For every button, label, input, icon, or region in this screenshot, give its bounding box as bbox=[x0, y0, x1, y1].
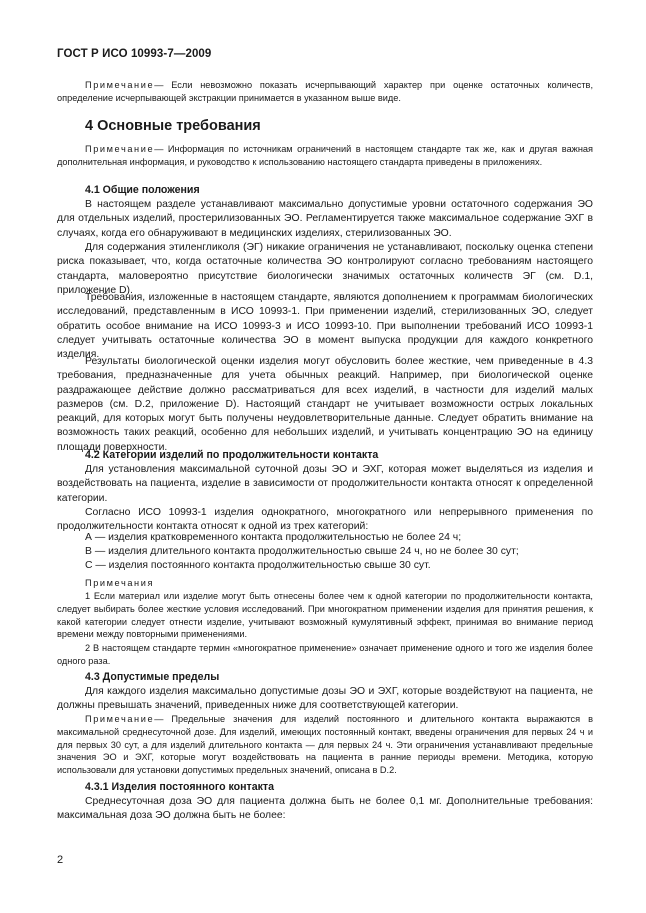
notes-heading: Примечания bbox=[85, 578, 155, 588]
list-item: С — изделия постоянного контакта продолжительностью свыше 30 сут. bbox=[85, 560, 431, 571]
paragraph: Согласно ИСО 10993-1 изделия однократного, многократного или непрерывного применения по продолжительности контакта относят к одной из трех категорий: bbox=[57, 507, 593, 533]
note-item: 2 В настоящем стандарте термин «многократное применение» означает применение одного и того же изделия более одного раза. bbox=[57, 643, 593, 666]
list-item: А — изделия кратковременного контакта продолжительностью не более 24 ч; bbox=[85, 532, 462, 543]
paragraph: Для установления максимальной суточной дозы ЭО и ЭХГ, которая может выделяться из изделия и воздействовать на пациента, изделие в зависимости от продолжительности контакта относят к определенной категории. bbox=[57, 464, 593, 504]
subsection-title: 4.3.1 Изделия постоянного контакта bbox=[85, 781, 275, 793]
paragraph: Среднесуточная доза ЭО для пациента должна быть не более 0,1 мг. Дополнительные требования: максимальная доза ЭО должна быть не более: bbox=[57, 796, 593, 822]
paragraph: Для содержания этиленгликоля (ЭГ) никакие ограничения не устанавливают, поскольку оценка степени риска показывает, что, когда остаточные количества ЭО контролируют согласно требованиям настоящего стандарта, маловероятно присутствие биологически значимых остаточных количеств ЭГ (см. D.1, приложение D). bbox=[57, 242, 593, 296]
page-number: 2 bbox=[57, 854, 64, 866]
note-label: Примечание bbox=[85, 80, 155, 90]
subsection-title: 4.3 Допустимые пределы bbox=[85, 671, 220, 683]
document-header: ГОСТ Р ИСО 10993-7—2009 bbox=[57, 48, 212, 60]
paragraph: Требования, изложенные в настоящем стандарте, являются дополнением к программам биологических исследований, представленным в ИСО 10993-1. При применении изделий, стерилизованных ЭО, следует обратить особое внимание на ИСО 10993-3 и ИСО 10993-10. При выполнении требований ИСО 10993-1 следует учитывать остаточные количества ЭО в момент выпуска продукции для каждого конкретного изделия. bbox=[57, 292, 593, 361]
subsection-title: 4.1 Общие положения bbox=[85, 184, 200, 196]
paragraph: В настоящем разделе устанавливают максимально допустимые уровни остаточного содержания ЭО для отдельных изделий, простерилизованных ЭО. Регламентируется также максимальное содержание ЭХГ в случаях, когда его обнаруживают в медицинских изделиях, стерилизованных ЭО. bbox=[57, 199, 593, 239]
intro-note bbox=[57, 79, 593, 105]
paragraph: Для каждого изделия максимально допустимые дозы ЭО и ЭХГ, которые воздействуют на пациента, не должны превышать значений, приведенных ниже для соответствующей категории. bbox=[57, 686, 593, 712]
note-item: 1 Если материал или изделие могут быть отнесены более чем к одной категории по продолжительности контакта, следует выбирать более жесткие условия исследований. При многократном применении изделия для принятия решения, к какой категории следует отнести изделие, учитывают возможный кумулятивный эффект, принимая во внимание период времени между повторными применениями. bbox=[57, 591, 593, 640]
paragraph: Результаты биологической оценки изделия могут обусловить более жесткие, чем приведенные в 4.3 требования, предназначенные для учета обычных реакций. Например, при биологической оценке раздражающее действие должно рассматриваться для всех изделий, в частности для изделий малых размеров (см. D.2, приложение D). Настоящий стандарт не учитывает возможности острых локальных реакций, для которых могут быть получены неудовлетворительные данные. Следует обратить внимание на возможность таких реакций, особенно для небольших изделий, и учитывать концентрацию ЭО на единицу площади поверхности. bbox=[57, 356, 593, 453]
section-title: 4 Основные требования bbox=[85, 118, 261, 134]
note bbox=[57, 713, 593, 777]
section-note bbox=[57, 143, 593, 169]
note-text: — Если невозможно показать исчерпывающий характер при оценке остаточных количеств, определение исчерпывающей экстракции принимается в указанном выше виде. bbox=[57, 80, 593, 103]
subsection-title: 4.2 Категории изделий по продолжительности контакта bbox=[85, 449, 379, 461]
note-label: Примечание bbox=[85, 144, 155, 154]
note-label: Примечание bbox=[85, 714, 155, 724]
list-item: В — изделия длительного контакта продолжительностью свыше 24 ч, но не более 30 сут; bbox=[85, 546, 519, 557]
note-text: — Предельные значения для изделий постоянного и длительного контакта выражаются в максимальной среднесуточной дозе. Для изделий, имеющих постоянный контакт, введены ограничения для первых 24 ч и для первых 30 сут, а для изделий длительного контакта — для первых 24 ч. Эти ограничения устанавливают предельные значения ЭО и ЭХГ, которые могут воздействовать на пациента в ранние периоды времени. Методика, которую использовали для установки допустимых предельных значений, описана в D.2. bbox=[57, 714, 593, 776]
note-text: — Информация по источникам ограничений в настоящем стандарте так же, как и другая важная дополнительная информация, и руководство к использованию настоящего стандарта приведены в приложениях. bbox=[57, 144, 593, 167]
